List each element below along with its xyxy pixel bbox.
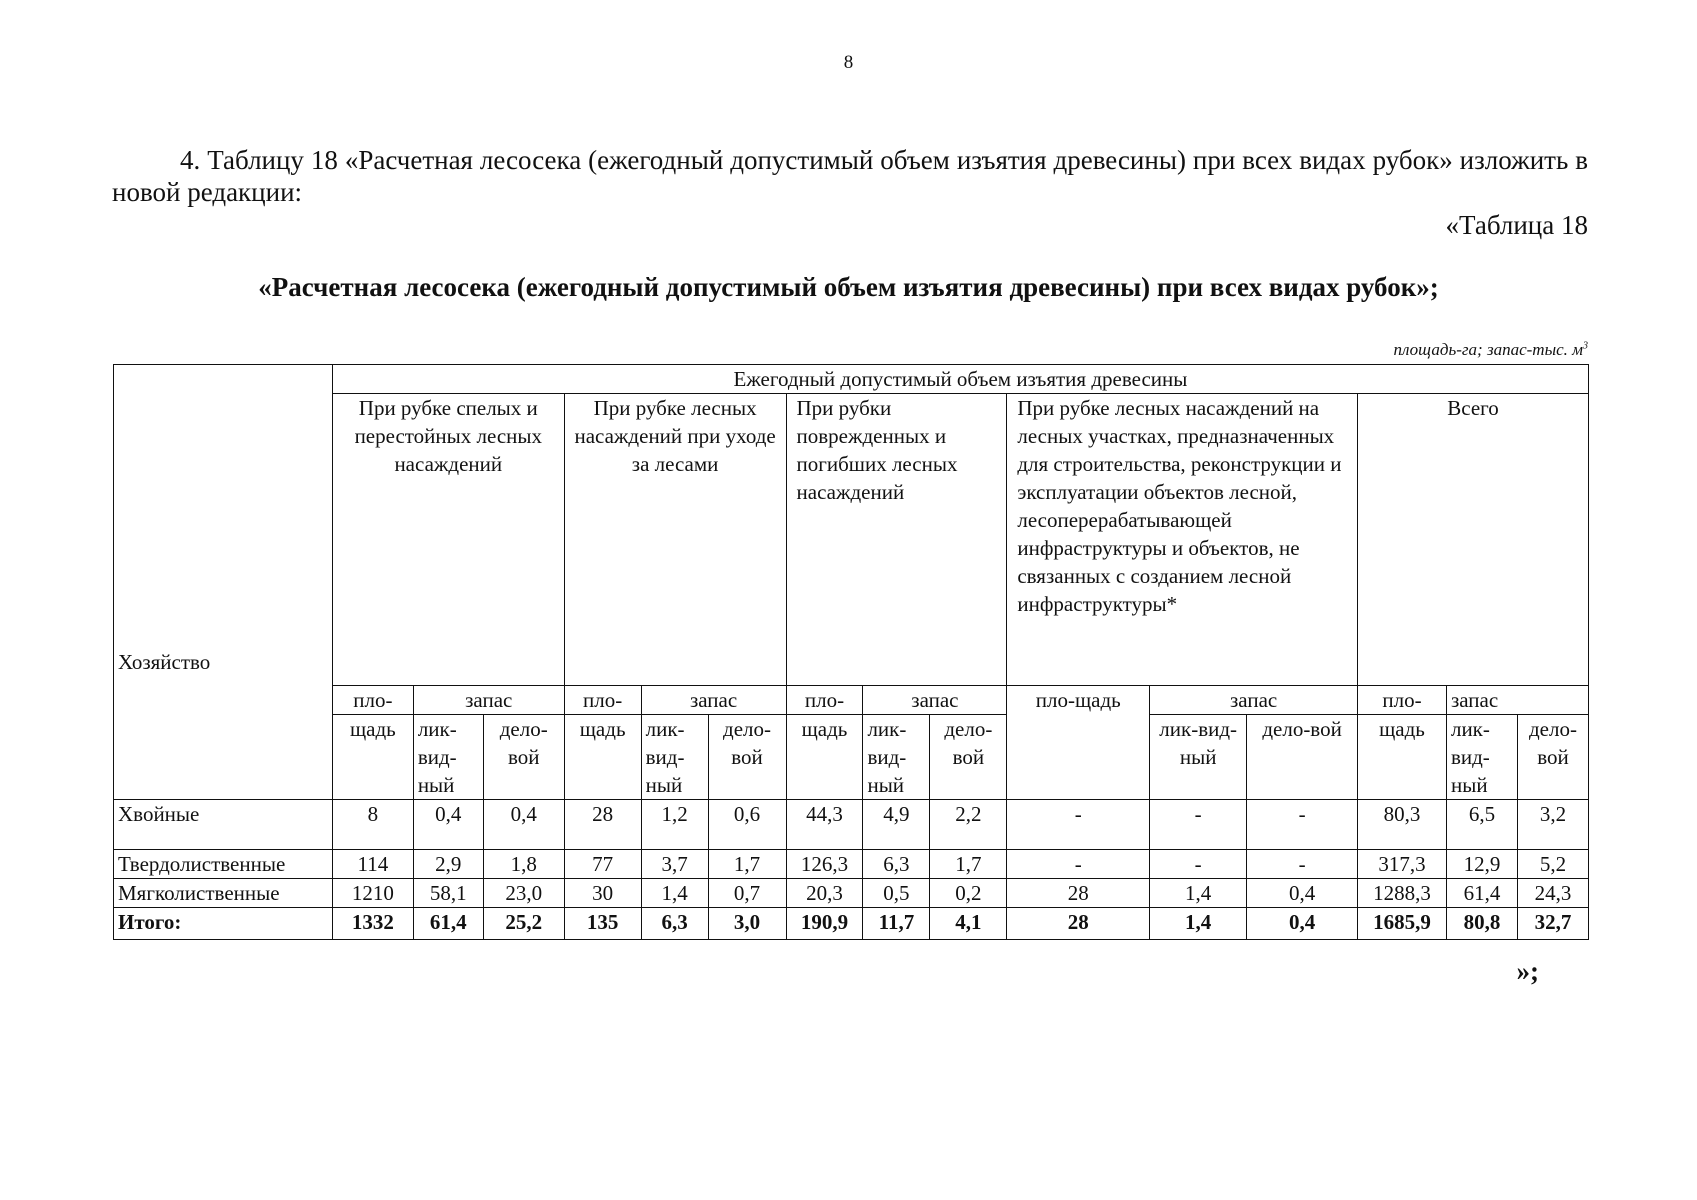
value-cell: 11,7 <box>863 908 930 940</box>
value-cell: 5,2 <box>1517 850 1588 879</box>
stock-header: запас <box>1446 686 1588 715</box>
value-cell: 4,1 <box>930 908 1007 940</box>
header-row-sub1 <box>114 686 1589 715</box>
value-cell: - <box>1150 850 1247 879</box>
area-header: пло- <box>786 686 863 715</box>
group-header-total: Всего <box>1358 394 1589 686</box>
value-cell: 24,3 <box>1517 879 1588 908</box>
group-header-mature: При рубке спелых и перестойных лесных насаждений <box>332 394 564 686</box>
value-cell: 317,3 <box>1358 850 1447 879</box>
area-header-cont: щадь <box>564 715 641 800</box>
value-cell: 23,0 <box>483 879 564 908</box>
value-cell: 1,4 <box>1150 908 1247 940</box>
value-cell: 1,7 <box>930 850 1007 879</box>
value-cell: 0,7 <box>708 879 786 908</box>
value-cell: 2,2 <box>930 800 1007 850</box>
group-header-care: При рубке лесных насаждений при уходе за лесами <box>564 394 786 686</box>
value-cell: 77 <box>564 850 641 879</box>
intro-paragraph: 4. Таблицу 18 «Расчетная лесосека (ежегодный допустимый объем изъятия древесины) при всех видах рубок» изложить в новой редакции: <box>112 145 1588 207</box>
header-row-main <box>114 365 1589 394</box>
value-cell: 28 <box>1007 879 1150 908</box>
stock-header: запас <box>413 686 564 715</box>
value-cell: 1,7 <box>708 850 786 879</box>
value-cell: 80,3 <box>1358 800 1447 850</box>
value-cell: 61,4 <box>1446 879 1517 908</box>
value-cell: 3,0 <box>708 908 786 940</box>
closing-quote: »; <box>1516 956 1539 986</box>
value-cell: 8 <box>332 800 413 850</box>
value-cell: 6,5 <box>1446 800 1517 850</box>
value-cell: 30 <box>564 879 641 908</box>
value-cell: 1,4 <box>1150 879 1247 908</box>
area-header-cont: щадь <box>786 715 863 800</box>
liquid-header: лик-вид-ный <box>1446 715 1517 800</box>
value-cell: 25,2 <box>483 908 564 940</box>
value-cell: 58,1 <box>413 879 483 908</box>
business-header: дело-вой <box>930 715 1007 800</box>
value-cell: 1210 <box>332 879 413 908</box>
liquid-header: лик-вид-ный <box>863 715 930 800</box>
value-cell: 0,5 <box>863 879 930 908</box>
row-name-cell: Хвойные <box>114 800 333 850</box>
business-header: дело-вой <box>1247 715 1358 800</box>
stock-header: запас <box>1150 686 1358 715</box>
area-header: пло- <box>564 686 641 715</box>
area-header-cont: щадь <box>1358 715 1447 800</box>
stock-header: запас <box>641 686 786 715</box>
value-cell: 4,9 <box>863 800 930 850</box>
value-cell: 20,3 <box>786 879 863 908</box>
value-cell: 1685,9 <box>1358 908 1447 940</box>
area-header: пло-щадь <box>1007 686 1150 800</box>
area-header: пло- <box>1358 686 1447 715</box>
value-cell: 135 <box>564 908 641 940</box>
row-name-cell: Мягколиственные <box>114 879 333 908</box>
value-cell: 3,7 <box>641 850 708 879</box>
value-cell: 1288,3 <box>1358 879 1447 908</box>
row-header-cell: Хозяйство <box>114 365 333 800</box>
value-cell: 6,3 <box>863 850 930 879</box>
business-header: дело-вой <box>1517 715 1588 800</box>
value-cell: 28 <box>564 800 641 850</box>
group-header-construction: При рубке лесных насаждений на лесных участках, предназначенных для строительства, реконструкции и эксплуатации объектов лесной, лесоперерабатывающей инфраструктуры и объектов, не связанных с созданием лесной инфраструктуры* <box>1007 394 1358 686</box>
value-cell: 3,2 <box>1517 800 1588 850</box>
value-cell: - <box>1150 800 1247 850</box>
value-cell: 190,9 <box>786 908 863 940</box>
value-cell: 6,3 <box>641 908 708 940</box>
header-row-groups <box>114 394 1589 686</box>
liquid-header: лик-вид-ный <box>641 715 708 800</box>
area-header: пло- <box>332 686 413 715</box>
liquid-header: лик-вид-ный <box>413 715 483 800</box>
value-cell: - <box>1007 850 1150 879</box>
value-cell: 0,4 <box>483 800 564 850</box>
value-cell: 1332 <box>332 908 413 940</box>
row-name-cell: Твердолиственные <box>114 850 333 879</box>
main-header-cell: Ежегодный допустимый объем изъятия древесины <box>332 365 1588 394</box>
stock-header: запас <box>863 686 1007 715</box>
value-cell: 1,2 <box>641 800 708 850</box>
table-row <box>114 850 1589 879</box>
allowable-cut-table <box>113 364 1589 940</box>
value-cell: 12,9 <box>1446 850 1517 879</box>
value-cell: 2,9 <box>413 850 483 879</box>
value-cell: 1,4 <box>641 879 708 908</box>
total-row <box>114 908 1589 940</box>
row-name-cell: Итого: <box>114 908 333 940</box>
value-cell: 0,6 <box>708 800 786 850</box>
table-title: «Расчетная лесосека (ежегодный допустимый объем изъятия древесины) при всех видах рубок»; <box>258 272 1439 302</box>
value-cell: 0,2 <box>930 879 1007 908</box>
header-row-sub2 <box>114 715 1589 800</box>
liquid-header: лик-вид-ный <box>1150 715 1247 800</box>
table-row <box>114 879 1589 908</box>
value-cell: 1,8 <box>483 850 564 879</box>
value-cell: 0,4 <box>1247 908 1358 940</box>
value-cell: 126,3 <box>786 850 863 879</box>
value-cell: 44,3 <box>786 800 863 850</box>
value-cell: - <box>1007 800 1150 850</box>
value-cell: 80,8 <box>1446 908 1517 940</box>
business-header: дело-вой <box>483 715 564 800</box>
value-cell: - <box>1247 850 1358 879</box>
table-label: «Таблица 18 <box>1445 210 1588 240</box>
value-cell: 28 <box>1007 908 1150 940</box>
value-cell: 32,7 <box>1517 908 1588 940</box>
table-row <box>114 800 1589 850</box>
value-cell: 0,4 <box>1247 879 1358 908</box>
group-header-damaged: При рубки поврежденных и погибших лесных насаждений <box>786 394 1007 686</box>
business-header: дело-вой <box>708 715 786 800</box>
value-cell: 114 <box>332 850 413 879</box>
value-cell: 61,4 <box>413 908 483 940</box>
value-cell: - <box>1247 800 1358 850</box>
area-header-cont: щадь <box>332 715 413 800</box>
units-note: площадь-га; запас-тыс. $м^3$ <box>1393 340 1588 359</box>
page-number: 8 <box>843 52 854 73</box>
value-cell: 0,4 <box>413 800 483 850</box>
